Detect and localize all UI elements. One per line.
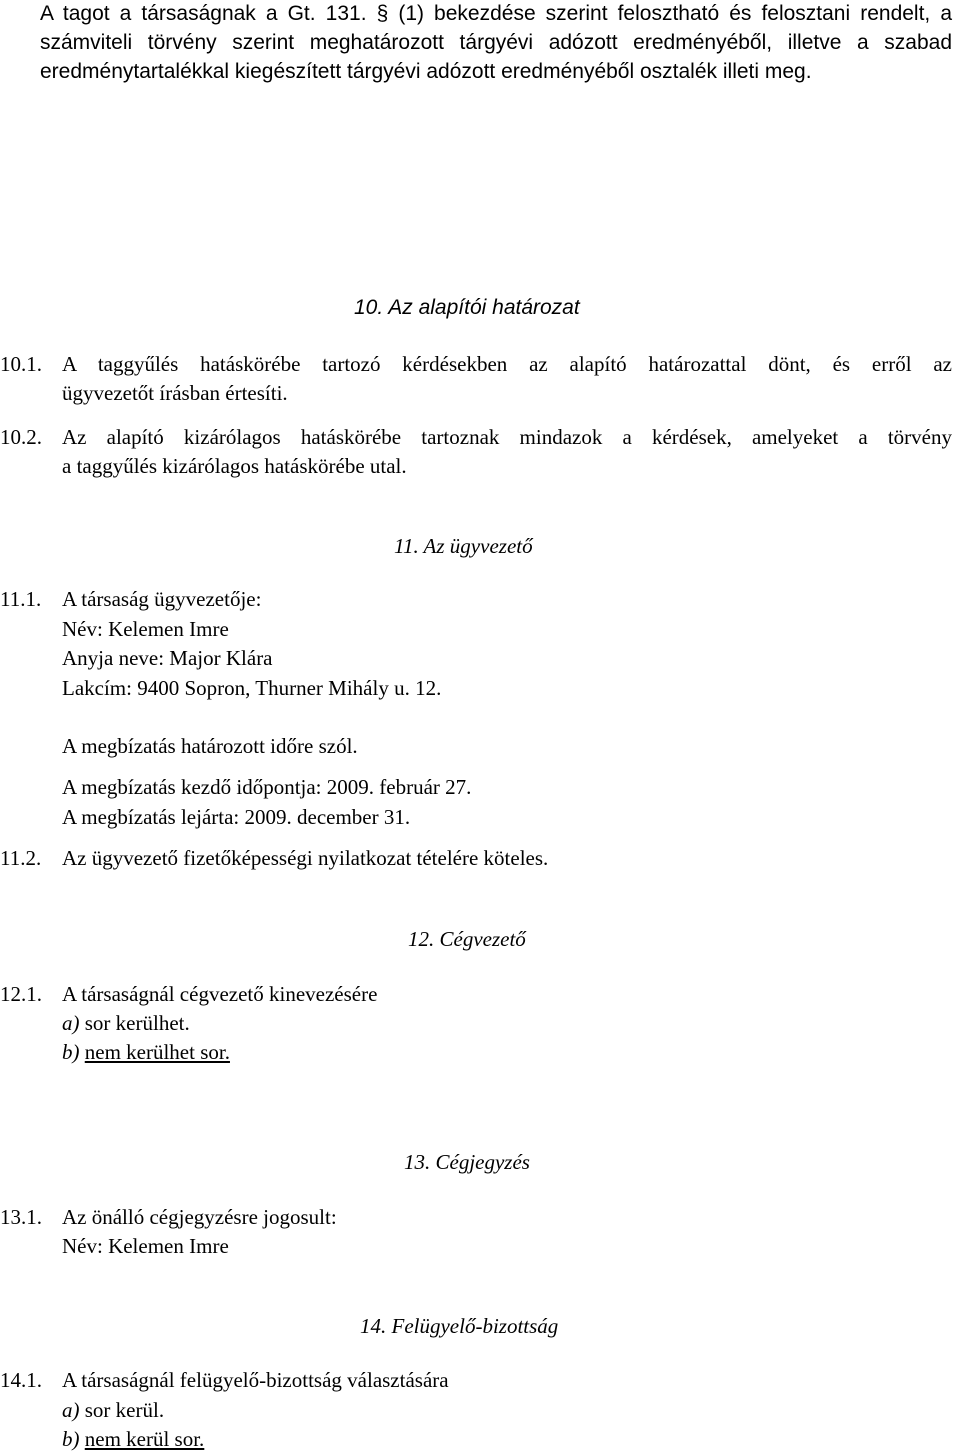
option-text-selected: nem kerülhet sor. [84,1040,230,1064]
manager-mother-name: Anyja neve: Major Klára [62,646,273,670]
paragraph-number: 10.1. [0,352,42,376]
manager-address: Lakcím: 9400 Sopron, Thurner Mihály u. 12. [62,676,442,700]
paragraph-number: 13.1. [0,1205,42,1229]
intro-line-1: A tagot a társaságnak a Gt. 131. § (1) bekezdése szerint felosztható és felosztani rendelt, a [40,2,952,25]
section-heading: 13. Cégjegyzés [404,1150,530,1174]
paragraph-number: 10.2. [0,425,42,449]
paragraph-text: Az alapító kizárólagos hatáskörébe tartoznak mindazok a kérdések, amelyeket a törvény [62,425,952,449]
paragraph-text: A taggyűlés hatáskörébe tartozó kérdésekben az alapító határozattal dönt, és erről az [62,352,952,376]
paragraph-text: Az ügyvezető fizetőképességi nyilatkozat tételére köteles. [62,846,549,870]
section-heading: 14. Felügyelő-bizottság [360,1314,559,1338]
option-b [62,1427,204,1451]
section-heading: 10. Az alapítói határozat [354,296,580,319]
paragraph-number: 11.2. [0,846,42,870]
mandate-start: A megbízatás kezdő időpontja: 2009. február 27. [62,775,472,799]
option-text-selected: nem kerül sor. [84,1427,205,1451]
option-letter: b) [62,1040,80,1064]
option-letter: b) [62,1427,80,1451]
paragraph-text: A társaságnál cégvezető kinevezésére [62,982,378,1006]
section-heading: 12. Cégvezető [408,927,526,951]
paragraph-text: a taggyűlés kizárólagos hatáskörébe utal. [62,454,407,478]
paragraph-text: A társaságnál felügyelő-bizottság választására [62,1368,449,1392]
paragraph-text: ügyvezetőt írásban értesíti. [62,381,288,405]
paragraph-number: 14.1. [0,1368,42,1392]
option-text: sor kerülhet. [84,1011,190,1035]
option-text: sor kerül. [84,1398,165,1422]
mandate-term: A megbízatás határozott időre szól. [62,734,358,758]
paragraph-text: A társaság ügyvezetője: [62,587,262,611]
paragraph-number: 11.1. [0,587,42,611]
option-a [62,1011,190,1035]
option-letter: a) [62,1011,80,1035]
intro-line-3: eredménytartalékkal kiegészített tárgyévi adózott eredményéből osztalék illeti meg. [40,60,812,83]
paragraph-number: 12.1. [0,982,42,1006]
option-letter: a) [62,1398,80,1422]
intro-line-2: számviteli törvény szerint meghatározott tárgyévi adózott eredményéből, illetve a szabad [40,31,952,54]
section-heading: 11. Az ügyvezető [394,534,533,558]
option-b [62,1040,230,1064]
paragraph-text: Az önálló cégjegyzésre jogosult: [62,1205,337,1229]
mandate-end: A megbízatás lejárta: 2009. december 31. [62,805,411,829]
signatory-name: Név: Kelemen Imre [62,1234,229,1258]
manager-name: Név: Kelemen Imre [62,617,229,641]
option-a [62,1398,164,1422]
